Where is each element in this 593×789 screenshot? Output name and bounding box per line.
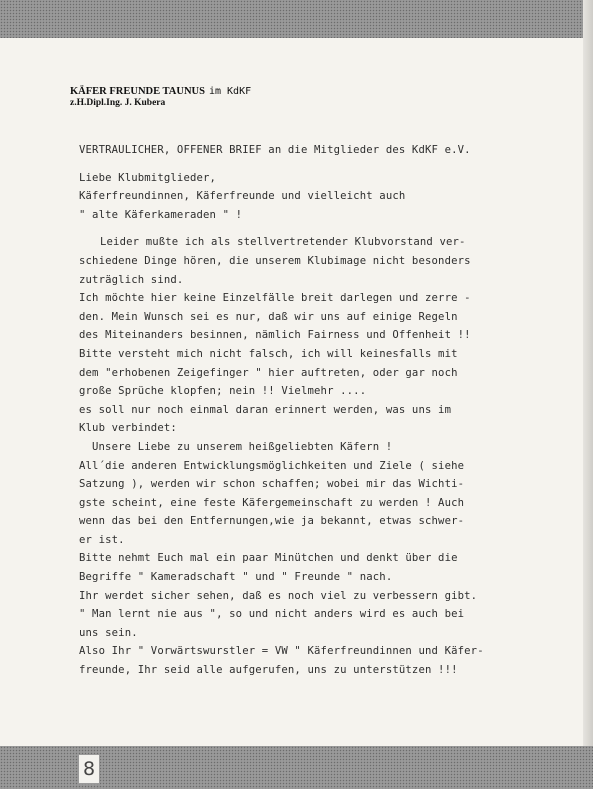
page-number-box: [78, 754, 100, 784]
halftone-border-top: [0, 0, 593, 38]
text-line: All´die anderen Entwicklungsmöglichkeiten und Ziele ( siehe: [79, 459, 465, 472]
text-line: " Man lernt nie aus ", so und nicht anders wird es auch bei: [79, 608, 465, 621]
text-line: Ich möchte hier keine Einzelfälle breit darlegen und zerre -: [79, 292, 471, 305]
text-line: es soll nur noch einmal daran erinnert werden, was uns im: [79, 403, 452, 416]
paragraph-2: [79, 345, 519, 438]
text-line: Leider mußte ich als stellvertretender Klubvorstand ver-: [100, 236, 466, 249]
salutation-line: Käferfreundinnen, Käferfreunde und vielleicht auch: [79, 190, 406, 203]
club-name: KÄFER FREUNDE TAUNUS: [70, 86, 205, 97]
club-name-line: [70, 86, 370, 98]
paragraph-3: [79, 457, 519, 550]
text-line: schiedene Dinge hören, die unserem Klubimage nicht besonders: [79, 254, 471, 267]
text-line: den. Mein Wunsch sei es nur, daß wir uns auf einige Regeln: [79, 310, 458, 323]
text-line: uns sein.: [79, 626, 138, 639]
letter-author: z.H.Dipl.Ing. J. Kubera: [70, 98, 166, 108]
text-line: wenn das bei den Entfernungen,wie ja bekannt, etwas schwer-: [79, 515, 465, 528]
paragraph-4: [79, 549, 519, 679]
highlight-line: Unsere Liebe zu unserem heißgeliebten Käfern !: [92, 440, 393, 453]
text-line: gste scheint, eine feste Käfergemeinschaft zu werden ! Auch: [79, 496, 465, 509]
text-line: Klub verbindet:: [79, 422, 177, 435]
text-line: Bitte versteht mich nicht falsch, ich will keinesfalls mit: [79, 347, 458, 360]
text-line: Satzung ), werden wir schon schaffen; wobei mir das Wichti-: [79, 478, 465, 491]
text-line: Ihr werdet sicher sehen, daß es noch viel zu verbessern gibt.: [79, 589, 478, 602]
page-number: 8: [82, 758, 96, 780]
text-line: er ist.: [79, 533, 125, 546]
salutation-line: " alte Käferkameraden " !: [79, 208, 243, 221]
letterhead: [70, 86, 370, 109]
paragraph-1: [79, 233, 519, 345]
salutation-line: Liebe Klubmitglieder,: [79, 171, 217, 184]
text-line: freunde, Ihr seid alle aufgerufen, uns zu unterstützen !!!: [79, 664, 458, 677]
text-line: dem "erhobenen Zeigefinger " hier auftreten, oder gar noch: [79, 366, 458, 379]
text-line: Also Ihr " Vorwärtswurstler = VW " Käferfreundinnen und Käfer-: [79, 645, 484, 658]
text-line: Begriffe " Kameradschaft " und " Freunde " nach.: [79, 571, 393, 584]
text-line: Bitte nehmt Euch mal ein paar Minütchen und denkt über die: [79, 552, 458, 565]
text-line: des Miteinanders besinnen, nämlich Fairness und Offenheit !!: [79, 329, 471, 342]
letter-body: [79, 141, 519, 680]
page-edge-right: [583, 0, 593, 789]
salutation: [79, 169, 519, 225]
club-suffix: im KdKF: [208, 86, 252, 97]
letter-heading: VERTRAULICHER, OFFENER BRIEF an die Mitglieder des KdKF e.V.: [79, 144, 471, 156]
text-line: große Sprüche klopfen; nein !! Vielmehr ....: [79, 385, 367, 398]
text-line: zuträglich sind.: [79, 273, 184, 286]
